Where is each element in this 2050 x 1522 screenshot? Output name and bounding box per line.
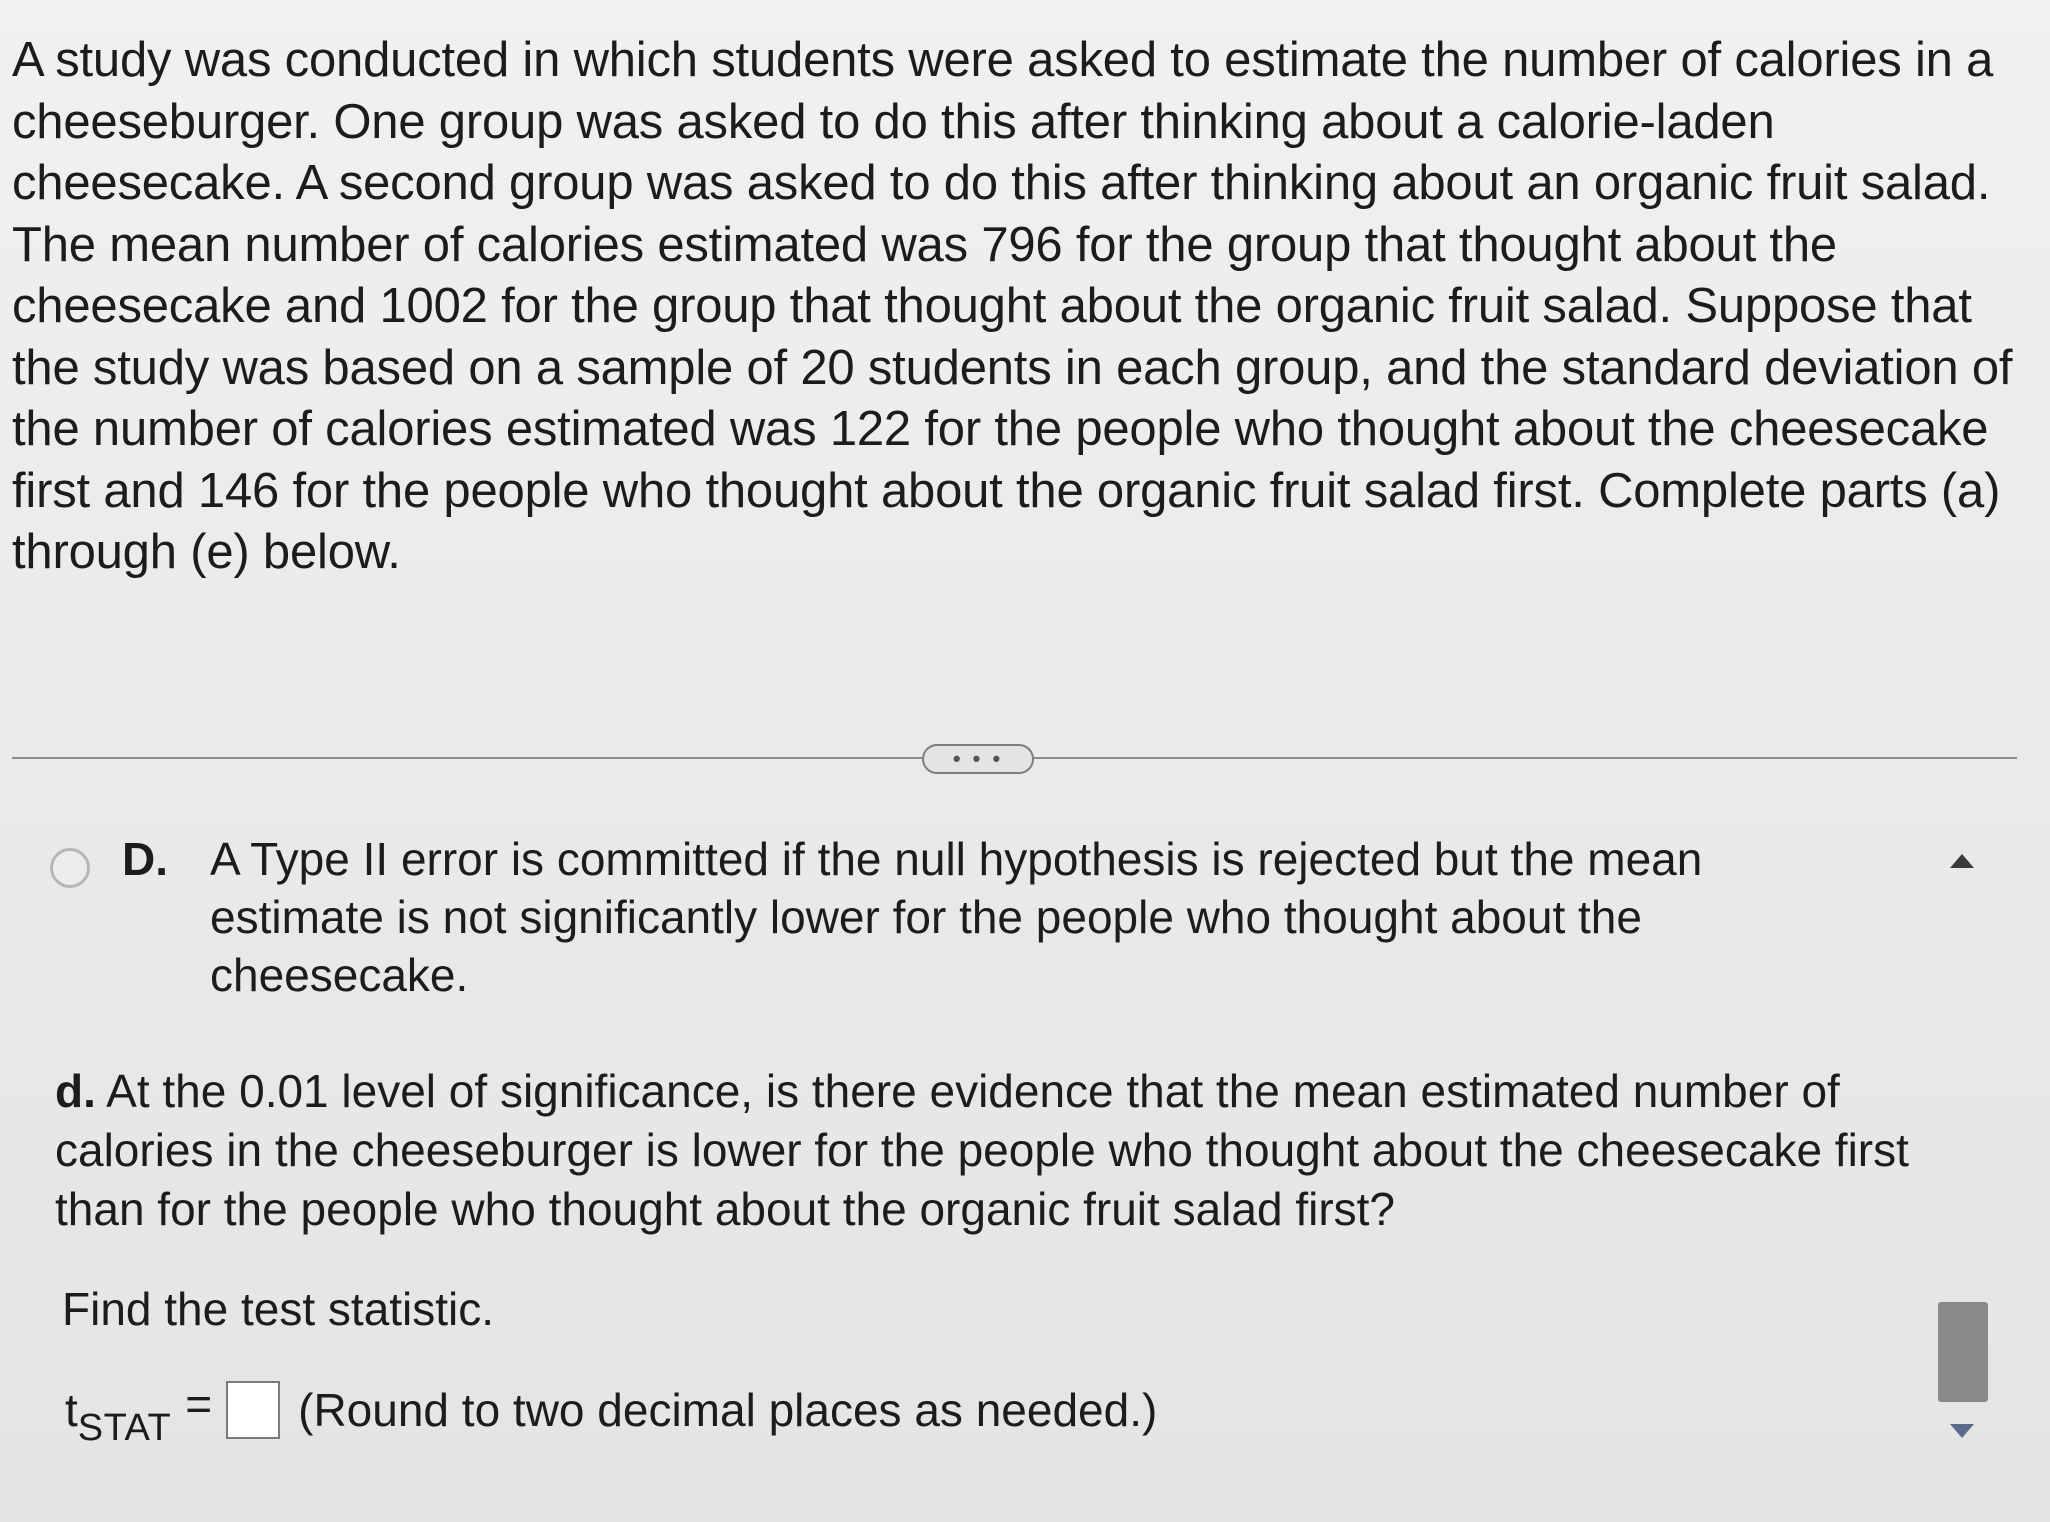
show-more-button[interactable]: • • • [922, 744, 1034, 774]
t-symbol: t [65, 1384, 78, 1436]
test-statistic-prompt: Find the test statistic. [62, 1283, 495, 1335]
answer-row [65, 1375, 1158, 1449]
equals-sign: = [185, 1378, 213, 1430]
scrollbar[interactable] [1938, 840, 1990, 1460]
triangle-down-icon[interactable] [1950, 1424, 1974, 1438]
option-letter: D. [122, 833, 168, 885]
radio-button-d[interactable] [50, 848, 90, 888]
scrollbar-thumb[interactable] [1938, 1302, 1988, 1402]
option-text: A Type II error is committed if the null hypothesis is rejected but the mean estimate is not significantly lower for the people who thought about the cheesecake. [210, 833, 1703, 1001]
t-stat-answer-input[interactable] [226, 1381, 280, 1439]
answer-option-d[interactable] [50, 830, 1780, 1020]
rounding-note: (Round to two decimal places as needed.) [298, 1384, 1158, 1436]
part-d-question-text: At the 0.01 level of significance, is there evidence that the mean estimated number of calories in the cheeseburger is lower for the people who thought about the cheesecake first than for the people who thought about the organic fruit salad first? [55, 1065, 1909, 1235]
stat-subscript: STAT [77, 1407, 172, 1449]
part-d-label: d. [55, 1065, 96, 1117]
t-stat-label [65, 1383, 172, 1449]
part-d-question [55, 1062, 1915, 1239]
triangle-up-icon[interactable] [1950, 854, 1974, 868]
problem-statement: A study was conducted in which students were asked to estimate the number of calories in a cheeseburger. One group was asked to do this after thinking about a calorie-laden cheesecake. A second group was asked to do this after thinking about an organic fruit salad. The mean number of calories estimated was 796 for the group that thought about the cheesecake and 1002 for the group that thought about the organic fruit salad. Suppose that the study was based on a sample of 20 students in each group, and the standard deviation of the number of calories estimated was 122 for the people who thought about the cheesecake first and 146 for the people who thought about the organic fruit salad first. Complete parts (a) through (e) below. [12, 33, 2013, 579]
